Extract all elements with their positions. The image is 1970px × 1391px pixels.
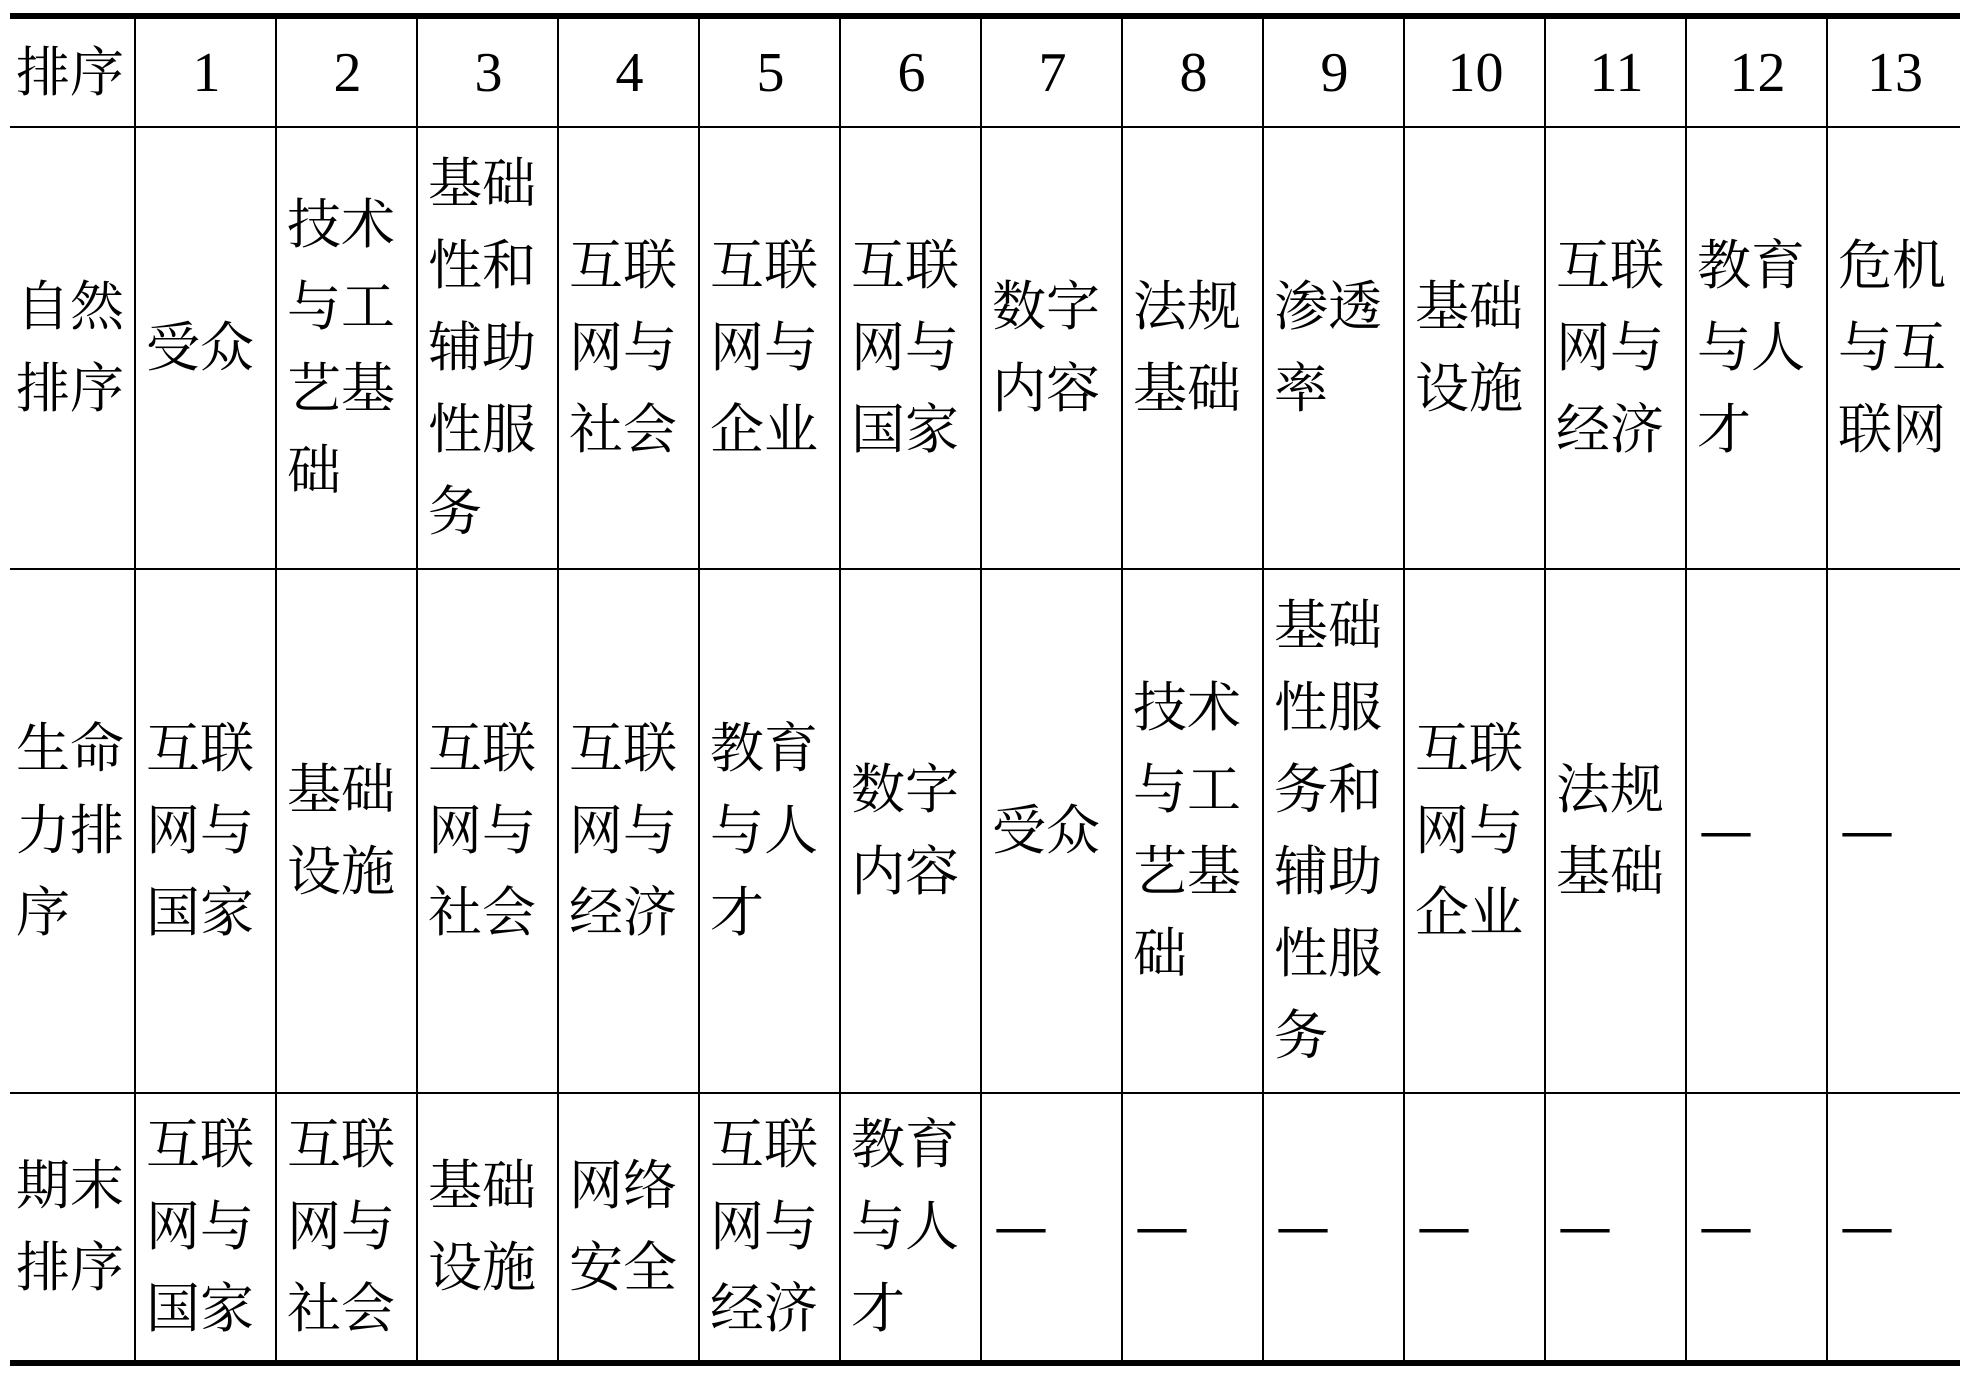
table-header-row — [10, 16, 1960, 127]
table-cell: 数字内容 — [840, 569, 981, 1093]
table-cell: 互联网与国家 — [135, 1093, 276, 1363]
column-header-cell: 12 — [1686, 16, 1827, 127]
table-cell: 教育与人才 — [840, 1093, 981, 1363]
table-cell: 互联网与企业 — [699, 127, 840, 569]
table-row — [10, 569, 1960, 1093]
table-cell: 互联网与经济 — [1545, 127, 1686, 569]
table-cell: 法规基础 — [1122, 127, 1263, 569]
table-row — [10, 127, 1960, 569]
table-cell: 基础性服务和辅助性服务 — [1263, 569, 1404, 1093]
ranking-table — [10, 13, 1960, 1366]
row-label-cell: 生命力排序 — [10, 569, 135, 1093]
column-header-cell: 5 — [699, 16, 840, 127]
table-cell: 互联网与国家 — [135, 569, 276, 1093]
table-cell: 互联网与社会 — [558, 127, 699, 569]
table-cell: — — [1545, 1093, 1686, 1363]
table-cell: — — [1686, 569, 1827, 1093]
column-header-cell: 8 — [1122, 16, 1263, 127]
column-header-cell: 2 — [276, 16, 417, 127]
table-cell: 教育与人才 — [1686, 127, 1827, 569]
table-cell: 互联网与国家 — [840, 127, 981, 569]
column-header-cell: 11 — [1545, 16, 1686, 127]
table-cell: 互联网与社会 — [417, 569, 558, 1093]
table-cell: — — [1122, 1093, 1263, 1363]
column-header-cell: 9 — [1263, 16, 1404, 127]
column-header-cell: 10 — [1404, 16, 1545, 127]
table-cell: 基础性和辅助性服务 — [417, 127, 558, 569]
table-cell: — — [1827, 1093, 1960, 1363]
table-cell: — — [1827, 569, 1960, 1093]
column-header-cell: 13 — [1827, 16, 1960, 127]
table-cell: 技术与工艺基础 — [1122, 569, 1263, 1093]
table-cell: 互联网与社会 — [276, 1093, 417, 1363]
table-cell: 互联网与经济 — [699, 1093, 840, 1363]
table-cell: — — [981, 1093, 1122, 1363]
column-header-cell: 3 — [417, 16, 558, 127]
table-cell: — — [1404, 1093, 1545, 1363]
table-row — [10, 1093, 1960, 1363]
table-cell: 网络安全 — [558, 1093, 699, 1363]
table-cell: — — [1263, 1093, 1404, 1363]
table-cell: — — [1686, 1093, 1827, 1363]
table-cell: 受众 — [981, 569, 1122, 1093]
table-cell: 基础设施 — [417, 1093, 558, 1363]
table-cell: 教育与人才 — [699, 569, 840, 1093]
table-cell: 受众 — [135, 127, 276, 569]
column-header-cell: 4 — [558, 16, 699, 127]
table-cell: 技术与工艺基础 — [276, 127, 417, 569]
table-cell: 危机与互联网 — [1827, 127, 1960, 569]
column-header-cell: 7 — [981, 16, 1122, 127]
table-cell: 互联网与企业 — [1404, 569, 1545, 1093]
table-cell: 互联网与经济 — [558, 569, 699, 1093]
table-cell: 渗透率 — [1263, 127, 1404, 569]
table-cell: 基础设施 — [1404, 127, 1545, 569]
row-label-cell: 自然排序 — [10, 127, 135, 569]
table-cell: 基础设施 — [276, 569, 417, 1093]
column-header-cell: 6 — [840, 16, 981, 127]
header-label-cell: 排序 — [10, 16, 135, 127]
table-cell: 数字内容 — [981, 127, 1122, 569]
table-cell: 法规基础 — [1545, 569, 1686, 1093]
row-label-cell: 期末排序 — [10, 1093, 135, 1363]
column-header-cell: 1 — [135, 16, 276, 127]
